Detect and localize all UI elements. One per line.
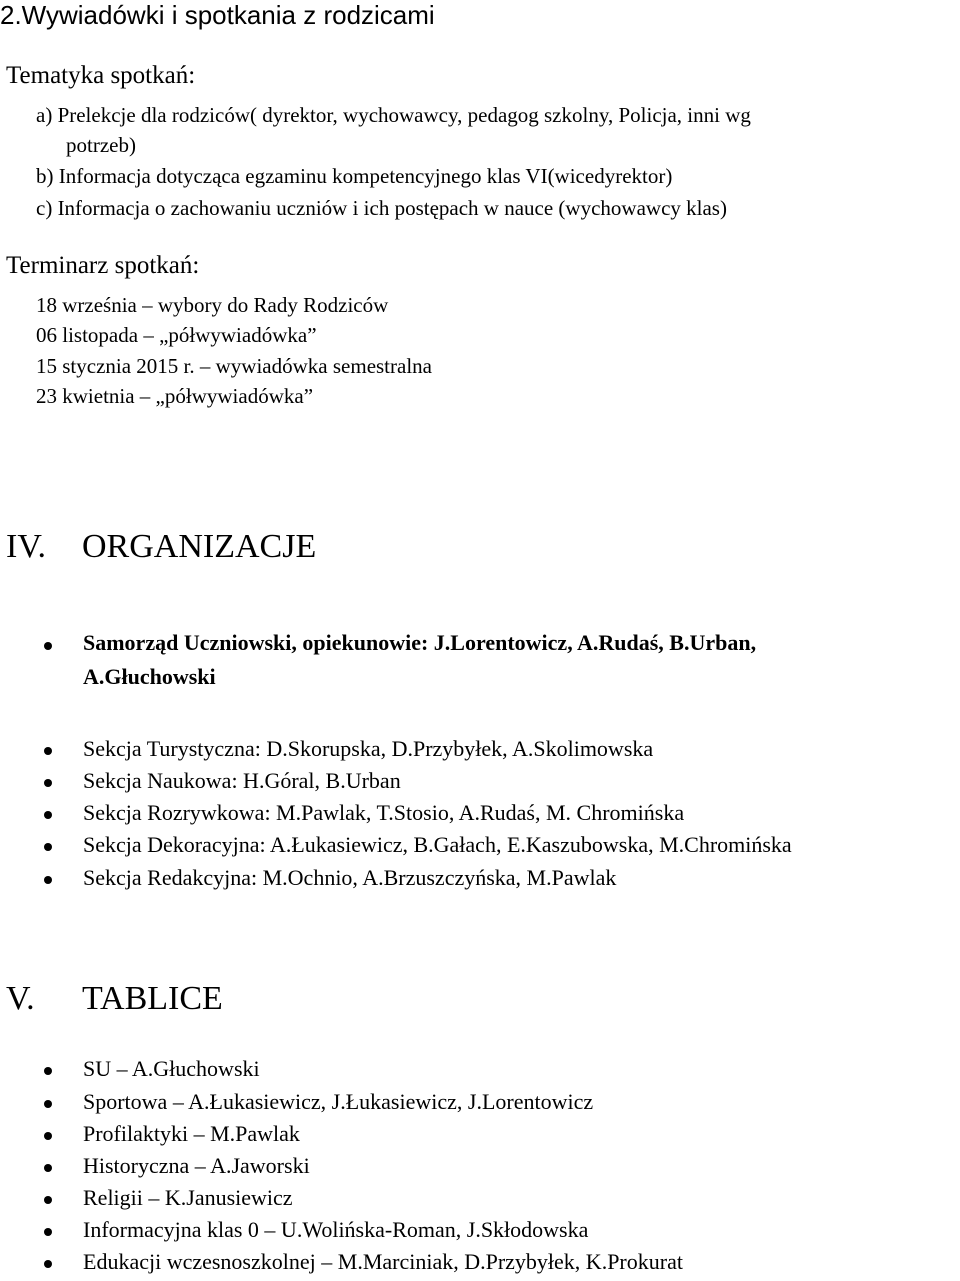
topic-item: b) Informacja dotycząca egzaminu kompetencyjnego klas VI(wicedyrektor) <box>36 164 673 188</box>
schedule-item: 06 listopada – „półwywiadówka” <box>36 323 317 347</box>
list-item-text-continued: A.Głuchowski <box>83 664 216 689</box>
list-item-text: Edukacji wczesnoszkolnej – M.Marciniak, D.Przybyłek, K.Prokurat <box>83 1249 683 1274</box>
list-item-text: Profilaktyki – M.Pawlak <box>83 1121 300 1146</box>
bullet-icon <box>44 843 52 851</box>
bullet-icon <box>44 1067 52 1075</box>
schedule-item: 23 kwietnia – „półwywiadówka” <box>36 384 314 408</box>
list-item-text: Historyczna – A.Jaworski <box>83 1153 310 1178</box>
bullet-icon <box>44 876 52 884</box>
list-item-text: Sekcja Naukowa: H.Góral, B.Urban <box>83 768 401 793</box>
list-item-text: Informacyjna klas 0 – U.Wolińska-Roman, J.Skłodowska <box>83 1217 589 1242</box>
list-item-text: Sekcja Dekoracyjna: A.Łukasiewicz, B.Gałach, E.Kaszubowska, M.Chromińska <box>83 832 792 857</box>
topic-item: a) Prelekcje dla rodziców( dyrektor, wychowawcy, pedagog szkolny, Policja, inni wg <box>36 103 751 127</box>
list-item-text: Sekcja Rozrywkowa: M.Pawlak, T.Stosio, A.Rudaś, M. Chromińska <box>83 800 685 825</box>
bullet-icon <box>44 1196 52 1204</box>
topics-title: Tematyka spotkań: <box>6 62 196 89</box>
bullet-icon <box>44 1100 52 1108</box>
section-number: V. <box>6 980 35 1017</box>
list-item-text: Sportowa – A.Łukasiewicz, J.Łukasiewicz, J.Lorentowicz <box>83 1089 594 1114</box>
bullet-icon <box>44 1132 52 1140</box>
page-heading: 2.Wywiadówki i spotkania z rodzicami <box>0 0 435 30</box>
list-item-text: SU – A.Głuchowski <box>83 1056 260 1081</box>
bullet-icon <box>44 747 52 755</box>
schedule-title: Terminarz spotkań: <box>6 252 200 279</box>
schedule-item: 15 stycznia 2015 r. – wywiadówka semestralna <box>36 354 432 378</box>
section-number: IV. <box>6 528 46 565</box>
topic-item: potrzeb) <box>66 133 136 157</box>
schedule-item: 18 września – wybory do Rady Rodziców <box>36 293 389 317</box>
bullet-icon <box>44 811 52 819</box>
bullet-icon <box>44 1228 52 1236</box>
list-item-text: Sekcja Turystyczna: D.Skorupska, D.Przybyłek, A.Skolimowska <box>83 736 654 761</box>
bullet-icon <box>44 1260 52 1268</box>
list-item-text: Religii – K.Janusiewicz <box>83 1185 293 1210</box>
list-item-text: Samorząd Uczniowski, opiekunowie: J.Lorentowicz, A.Rudaś, B.Urban, <box>83 630 757 655</box>
bullet-icon <box>44 642 52 650</box>
section-title: TABLICE <box>82 980 223 1017</box>
list-item-text: Sekcja Redakcyjna: M.Ochnio, A.Brzuszczyńska, M.Pawlak <box>83 865 617 890</box>
bullet-icon <box>44 779 52 787</box>
section-title: ORGANIZACJE <box>82 528 317 565</box>
topic-item: c) Informacja o zachowaniu uczniów i ich postępach w nauce (wychowawcy klas) <box>36 196 727 220</box>
bullet-icon <box>44 1164 52 1172</box>
